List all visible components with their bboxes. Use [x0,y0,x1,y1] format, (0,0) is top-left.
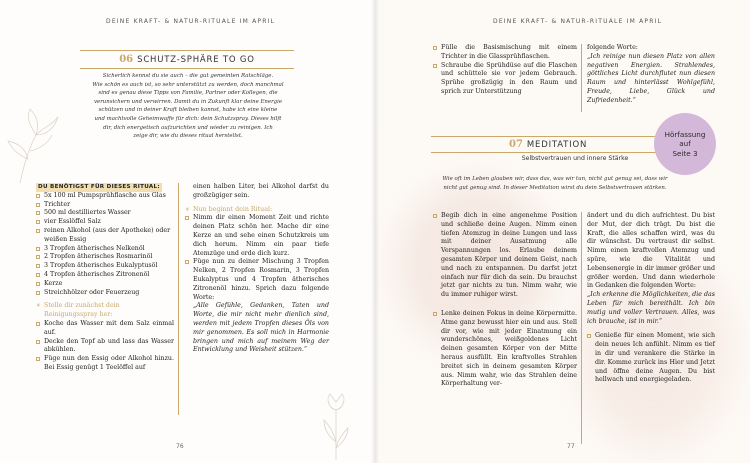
list-item: 3 Tropfen ätherisches Nelkenöl [36,245,174,254]
meditation-column-2 [587,212,715,385]
list-item: Nimm dir einen Moment Zeit und richte deinen Platz schön her. Mache dir eine Kerze an und sehe einen Schutzkreis um dich herum. Nimm ein paar tiefe Atemzüge und erde dich kurz. [185,214,329,258]
list-item: 2 Tropfen ätherisches Rosmarinöl [36,253,174,262]
list-item: Füge nun den Essig oder Alkohol hinzu. Bei Essig genügt 1 Teelöffel auf [36,355,174,373]
list-item: Trichter [36,201,174,210]
quote-intro: folgende Worte: [587,44,638,51]
prep-heading: ✳ Stelle dir zunächst dein Reinigungsspray her: [36,302,174,320]
cleansing-quote: „Ich reinige nun diesen Platz von allen negativen Energien. Strahlendes, göttliches Licht durchflutet nun diesen Raum und hinterlässt Wohlgefühl, Freude, Liebe, Glück und Zufriedenheit.“ [587,52,715,104]
section-subtitle: Selbstvertrauen und innere Stärke [521,155,629,162]
paragraph: Genieße für einen Moment, wie sich dein neues Ich anfühlt. Nimm es tief in dir und verankere die Stärke in dir. Komme zurück ins Hier und Jetzt und öffne deine Augen. Du bist hellwach und energiegeladen. [587,332,715,385]
list-item: Füge nun zu deiner Mischung 3 Tropfen Nelken, 2 Tropfen Rosmarin, 3 Tropfen Eukalyptus und 4 Tropfen ätherisches Zitronenöl hinzu. Sprich dazu folgende Worte: [185,258,329,302]
column-ritual [185,183,329,355]
affirmation-quote: „Ich erkenne die Möglichkeiten, die das Leben für mich bereithält. Ich bin mutig und voller Vertrauen. Alles, was ich brauche, ist in mir.“ [587,291,715,325]
ingredients-list [36,192,174,298]
continued-text: einen halben Liter, bei Alkohol darfst du großzügiger sein. [193,183,329,199]
list-item: 5x 100 ml Pumpsprühflasche aus Glas [36,192,174,201]
list-item: Schraube die Sprühdüse auf die Flaschen und schüttele sie vor jedem Gebrauch. Sprühe großzügig in den Raum und sprich zur Unterstützung [433,62,577,97]
list-item: 500 ml destilliertes Wasser [36,209,174,218]
ingredients-heading: DU BENÖTIGST FÜR DIESES RITUAL: [38,184,160,190]
ritual-quote: „Alle Gefühle, Gedanken, Taten und Worte, die mir nicht mehr dienlich sind, werden mit jedem Tropfen dieses Öls von mir genommen. Es soll mich in Harmonie bringen und mich auf meinem Weg der Entwicklung und Weisheit stützen.“ [193,302,329,354]
list-item: 3 Tropfen ätherisches Eukalyptusöl [36,262,174,271]
section-heading-07 [431,136,667,153]
prep-list [36,320,174,373]
page-number-right: 77 [567,443,575,450]
section-heading-06 [80,50,294,69]
list-item: Streichhölzer oder Feuerzeug [36,289,174,298]
ritual-heading: ✳ Nun beginnt dein Ritual: [185,206,329,215]
column-divider [178,183,179,415]
running-head-right: DEINE KRAFT- & NATUR-RITUALE IM APRIL [493,18,663,25]
list-item: 4 Tropfen ätherisches Zitronenöl [36,271,174,280]
spray-steps-list [433,44,577,97]
list-item: vier Esslöffel Salz [36,218,174,227]
intro-text: Sicherlich kennst du sie auch – die gut gemeinten Ratschläge. Wie schön es auch ist, so sehr unterstützt zu werden, doch manchmal sind es genau diese Tipps von Familie, Partner oder Kollegen, die verunsichern und verwirren. Damit du in Zukunft klar deine Energie schützen und in deiner Kraft bleiben kannst, habe ich eine kleine und machtvolle Geheimwaffe für dich: dein Schutzspray. Dieses hilft dir, dich energetisch aufzurichten und wieder zu reinigen. Ich zeige dir, wie du dieses ritual herstellst. [92,73,284,140]
column-divider [581,212,582,444]
page-number-left: 76 [176,443,184,450]
top-column-1 [433,44,577,97]
audio-version-badge: Hörfassung auf Seite 3 [654,113,716,175]
right-page [375,0,750,463]
paragraph: ändert und du dich aufrichtest. Du bist der Mut, der dich trägt. Du bist die Kraft, die alles schaffen wird, was du dir wünschst. Du vertraust dir selbst. Nimm einen kraftvollen Atemzug und spüre, wie die Vitalität und Lebensenergie in dir immer größer und größer werden. Und dann wiederhole in Gedanken die folgenden Worte: [587,212,715,290]
list-item: Fülle die Basismischung mit einem Trichter in die Glassprühflaschen. [433,44,577,62]
paragraph: Begib dich in eine angenehme Position und schließe deine Augen. Nimm einen tiefen Atemzug in deine Lungen und lass mit deiner Ausatmung alle Verspannungen los. Erlaube deinem gesamten Körper und deinem Geist, nach und nach zu entspannen. Du darfst jetzt einfach nur für dich da sein. Du brauchst jetzt gar nichts zu tun. Nimm wahr, wie du immer ruhiger wirst. [433,212,577,300]
meditation-intro: Wie oft im Leben glauben wir, dass das, was wir tun, nicht gut genug sei, dass wir nicht gut genug sind. In dieser Meditation wirst du dein Selbstvertrauen stärken. [442,176,668,191]
running-head-left: DEINE KRAFT- & NATUR-RITUALE IM APRIL [106,18,276,25]
meditation-column-1 [433,212,577,389]
paragraph: Lenke deinen Fokus in deine Körpermitte. Atme ganz bewusst hier ein und aus. Stell dir vor, wie mit jeder Einatmung ein wunderschönes, weißgoldenes Licht deinen gesamten Körper von der Mitte heraus ausfüllt. Ein kraftvolles Strahlen breitet sich in deinem gesamten Körper aus. Nimm wahr, wie das Strahlen deine Körperhaltung ver- [433,310,577,389]
list-item: reinen Alkohol (aus der Apotheke) oder weißen Essig [36,227,174,245]
list-item: Koche das Wasser mit dem Salz einmal auf. [36,320,174,338]
column-divider [581,44,582,112]
section-title: SCHUTZ-SPHÄRE TO GO [137,54,255,65]
section-number: 07 [509,139,523,150]
column-ingredients [36,183,174,373]
section-number: 06 [119,54,134,65]
ritual-list [185,214,329,302]
list-item: Decke den Topf ab und lass das Wasser abkühlen. [36,338,174,356]
top-column-2 [587,44,715,106]
tulip-sketch-icon [316,392,356,462]
list-item: Kerze [36,280,174,289]
section-title: MEDITATION [526,139,588,150]
book-gutter [371,0,379,463]
